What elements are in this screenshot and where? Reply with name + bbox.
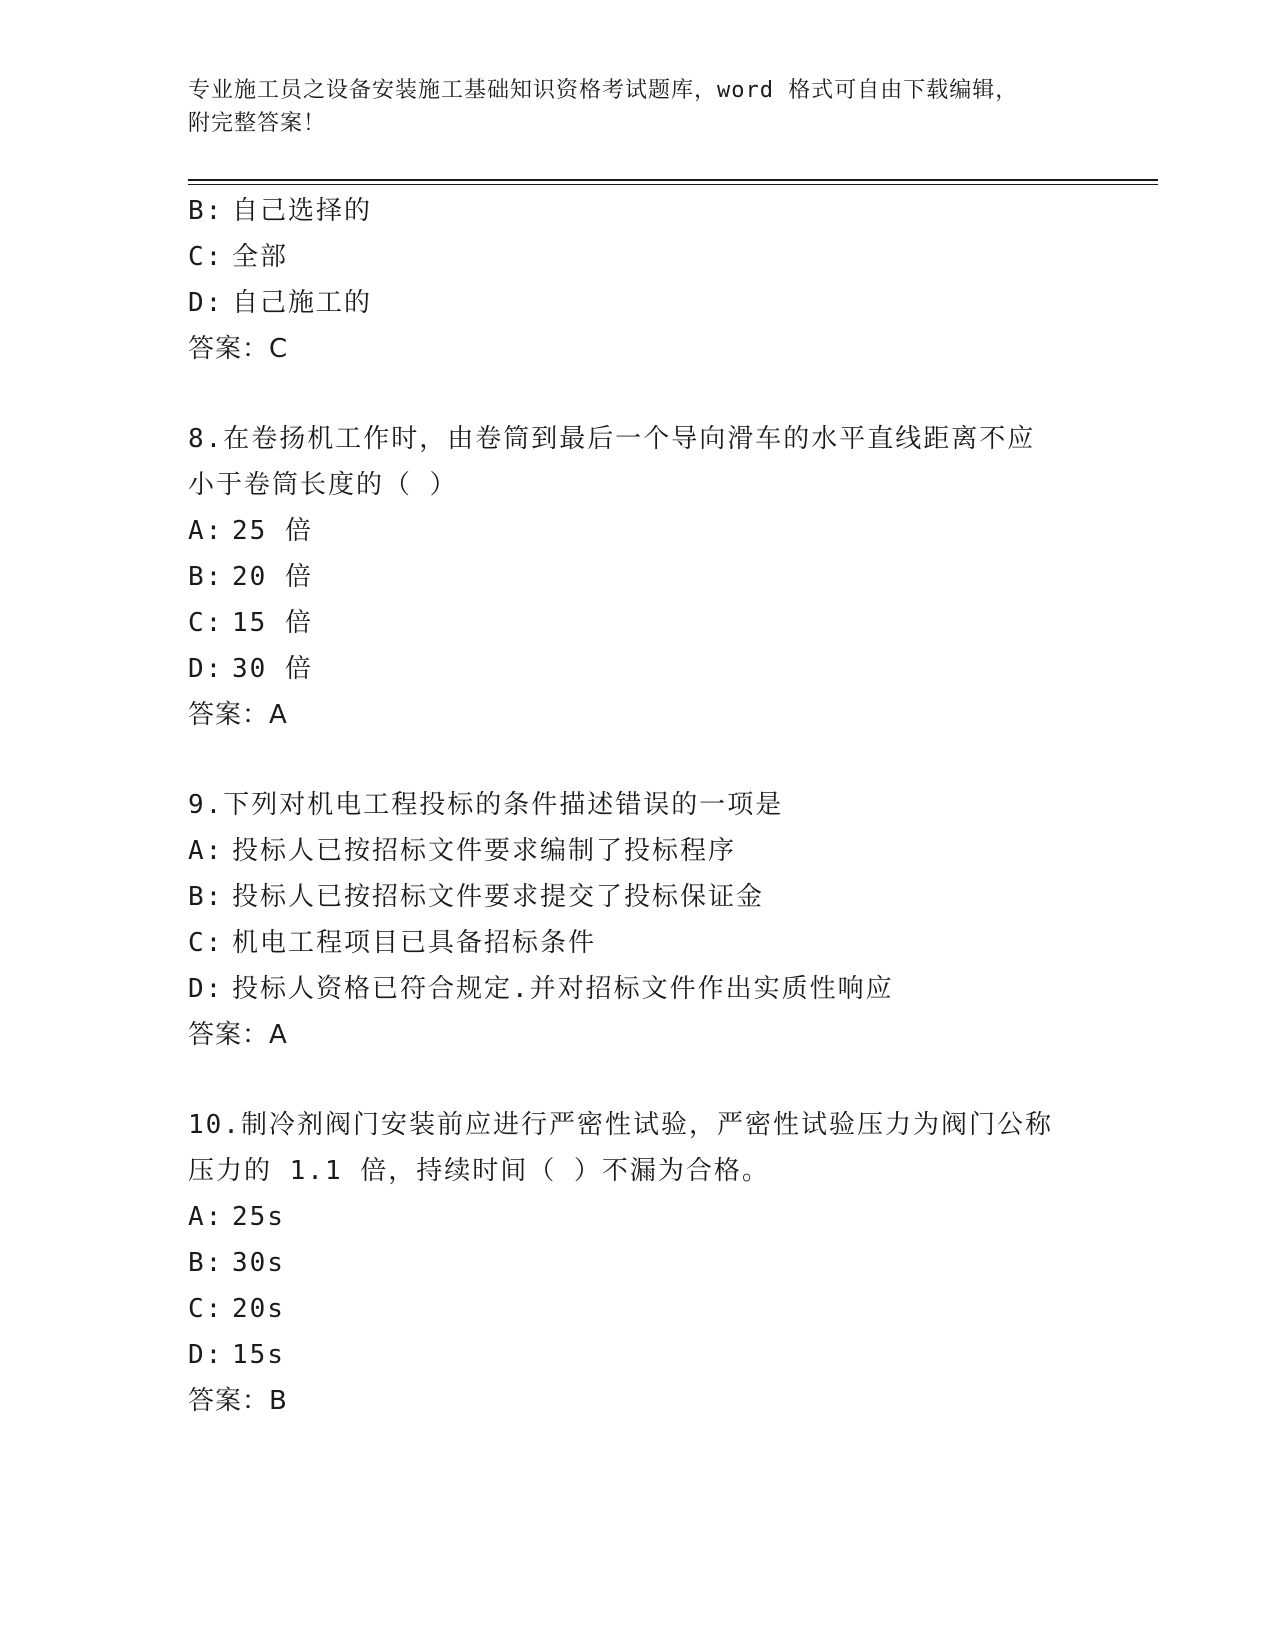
option-c [188,1286,1088,1332]
option-text: 20s [232,1294,285,1324]
option-text: 25s [232,1202,285,1232]
continued-question [188,188,1088,372]
option-label: B: [188,196,224,226]
option-a [188,508,1088,554]
option-text: 机电工程项目已具备招标条件 [232,928,597,958]
answer: 答案：A [188,700,288,730]
option-text: 全部 [232,242,289,272]
option-text: 15 倍 [232,608,313,638]
question-stem-line: 小于卷筒长度的（ ） [188,470,458,500]
option-c [188,600,1088,646]
question-8 [188,416,1088,738]
option-d [188,966,1088,1012]
option-text: 自己施工的 [232,288,373,318]
option-a [188,1194,1088,1240]
option-b [188,554,1088,600]
option-a [188,828,1088,874]
option-text: 投标人已按招标文件要求编制了投标程序 [232,836,737,866]
question-9 [188,782,1088,1058]
page-header [188,74,1088,140]
question-list [188,188,1088,1424]
header-line-1: 专业施工员之设备安装施工基础知识资格考试题库，word 格式可自由下载编辑， [188,78,1019,103]
option-label: C: [188,1294,224,1324]
option-text: 30s [232,1248,285,1278]
answer: 答案：A [188,1020,288,1050]
spacer [188,372,1088,416]
option-d [188,646,1088,692]
question-stem-line: 压力的 1.1 倍，持续时间（ ）不漏为合格。 [188,1156,770,1186]
option-label: A: [188,516,224,546]
option-label: C: [188,928,224,958]
question-10 [188,1102,1088,1424]
option-c [188,234,1088,280]
option-label: D: [188,974,224,1004]
option-text: 25 倍 [232,516,313,546]
header-line-2: 附完整答案！ [188,111,327,136]
option-c [188,920,1088,966]
spacer [188,738,1088,782]
option-label: C: [188,242,224,272]
question-stem-line: 8.在卷扬机工作时，由卷筒到最后一个导向滑车的水平直线距离不应 [188,424,1036,454]
option-label: A: [188,1202,224,1232]
option-label: A: [188,836,224,866]
answer: 答案：B [188,1386,288,1416]
option-text: 15s [232,1340,285,1370]
option-label: D: [188,654,224,684]
question-stem-line: 9.下列对机电工程投标的条件描述错误的一项是 [188,790,784,820]
spacer [188,1058,1088,1102]
question-stem-line: 10.制冷剂阀门安装前应进行严密性试验，严密性试验压力为阀门公称 [188,1110,1053,1140]
option-d [188,1332,1088,1378]
option-b [188,874,1088,920]
option-label: D: [188,288,224,318]
option-text: 20 倍 [232,562,313,592]
header-divider [188,179,1158,185]
option-b [188,188,1088,234]
option-d [188,280,1088,326]
option-text: 自己选择的 [232,196,373,226]
option-text: 30 倍 [232,654,313,684]
option-label: D: [188,1340,224,1370]
option-label: B: [188,1248,224,1278]
answer: 答案：C [188,334,289,364]
option-b [188,1240,1088,1286]
option-label: C: [188,608,224,638]
option-text: 投标人资格已符合规定.并对招标文件作出实质性响应 [232,974,894,1004]
option-label: B: [188,882,224,912]
option-text: 投标人已按招标文件要求提交了投标保证金 [232,882,765,912]
option-label: B: [188,562,224,592]
